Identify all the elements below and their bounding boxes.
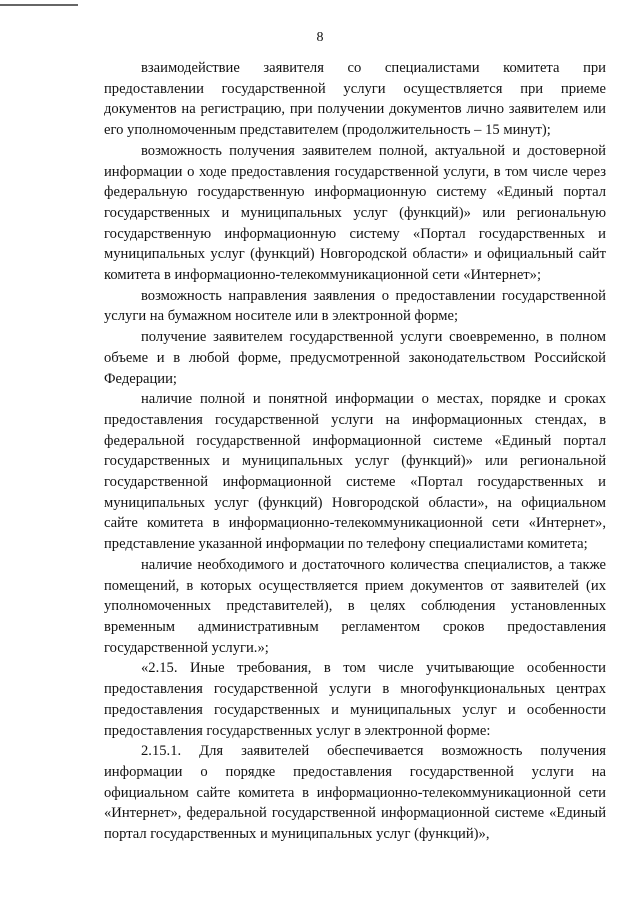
paragraph-staff-and-premises: наличие необходимого и достаточного количества специалистов, а также помещений, в которых осуществляется прием документов от заявителей (их уполномоченных представителей), в целях соблюдения установленных временным административным регламентом сроков предоставления государственной услуги.»; <box>104 556 606 656</box>
paragraph-section-2-15: «2.15. Иные требования, в том числе учитывающие особенности предоставления государственной услуги в многофункциональных центрах предоставления государственных и муниципальных услуг и особенности предоставления государственных услуг в электронной форме: <box>104 660 606 739</box>
scan-edge-line <box>0 4 78 6</box>
paragraph-information-access: возможность получения заявителем полной, актуальной и достоверной информации о ходе предоставления государственной услуги, в том числе через федеральную государственную информационную систему «Единый портал государственных и муниципальных услуг (функций)» или региональную государственную информационную систему «Портал государственных и муниципальных услуг (функций) Новгородской области» и официальный сайт комитета в информационно-телекоммуникационной сети «Интернет»; <box>104 142 606 284</box>
paragraph-information-stands: наличие полной и понятной информации о местах, порядке и сроках предоставления государственной услуги на информационных стендах, в федеральной государственной информационной системе «Единый портал государственных и муниципальных услуг (функций)» или региональной государственной информационной системе «Портал государственных и муниципальных услуг (функций) Новгородской области», на официальном сайте комитета в информационно-телекоммуникационной сети «Интернет», представление указанной информации по телефону специалистами комитета; <box>104 391 606 553</box>
paragraph-interaction: взаимодействие заявителя со специалистами комитета при предоставлении государственной услуги осуществляется при приеме документов на регистрацию, при получении документов лично заявителем или его уполномоченным представителем (продолжительность – 15 минут); <box>104 60 606 139</box>
page-number: 8 <box>316 30 324 45</box>
paragraph-application-submission: возможность направления заявления о предоставлении государственной услуги на бумажном носителе или в электронной форме; <box>104 287 606 325</box>
document-body <box>104 58 606 845</box>
paragraph-timely-service: получение заявителем государственной услуги своевременно, в полном объеме и в любой форме, предусмотренной законодательством Российской Федерации; <box>104 329 606 387</box>
paragraph-section-2-15-1: 2.15.1. Для заявителей обеспечивается возможность получения информации о порядке предоставления государственной услуги на официальном сайте комитета в информационно-телекоммуникационной сети «Интернет», федеральной государственной информационной системе «Единый портал государственных и муниципальных услуг (функций)», <box>104 743 606 843</box>
